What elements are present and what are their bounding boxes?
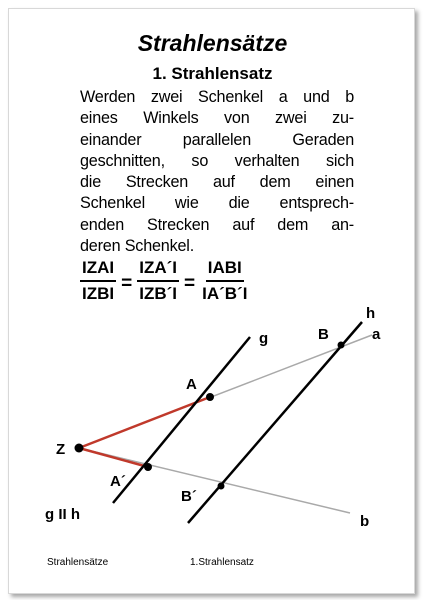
page-title: Strahlensätze bbox=[137, 30, 288, 56]
denominator: IA´B´I bbox=[202, 284, 248, 303]
text-line: Schenkel wie die entsprech- bbox=[80, 194, 354, 213]
point-a bbox=[206, 393, 214, 401]
label-a: a bbox=[372, 326, 381, 343]
label-point-b: B bbox=[318, 326, 329, 343]
text-line: einander parallelen Geraden bbox=[80, 130, 354, 149]
segment-za bbox=[79, 397, 210, 448]
numerator: IZA´I bbox=[137, 258, 179, 282]
denominator: IZBI bbox=[82, 284, 115, 303]
line-h bbox=[188, 322, 362, 523]
numerator: IABI bbox=[206, 258, 244, 282]
label-point-a-prime: A´ bbox=[110, 473, 126, 490]
equals-sign: = bbox=[121, 273, 133, 294]
label-g: g bbox=[259, 330, 269, 347]
label-point-z: Z bbox=[56, 441, 66, 458]
text-line: enden Strecken auf dem an- bbox=[80, 215, 354, 234]
text-line: deren Schenkel. bbox=[80, 237, 194, 256]
point-b bbox=[338, 342, 345, 349]
point-a-prime bbox=[144, 463, 152, 471]
denominator: IZB´I bbox=[139, 284, 177, 303]
label-h: h bbox=[366, 305, 376, 322]
footer-left: Strahlensätze bbox=[47, 557, 109, 568]
footer-right: 1.Strahlensatz bbox=[190, 557, 254, 568]
label-point-a: A bbox=[186, 376, 197, 393]
text-line: geschnitten, so verhalten sich bbox=[80, 151, 354, 170]
text-line: die Strecken auf dem einen bbox=[80, 173, 354, 192]
segment-za-prime bbox=[79, 448, 148, 467]
point-b-prime bbox=[218, 483, 225, 490]
text-line: eines Winkels von zwei zu- bbox=[80, 109, 354, 128]
subtitle: 1. Strahlensatz bbox=[152, 64, 273, 83]
point-z bbox=[75, 444, 84, 453]
line-g bbox=[113, 337, 250, 503]
equals-sign: = bbox=[184, 273, 196, 294]
label-parallel: g II h bbox=[45, 506, 80, 523]
numerator: IZAI bbox=[80, 258, 116, 282]
text-line: Werden zwei Schenkel a und b bbox=[80, 88, 354, 106]
label-b: b bbox=[360, 513, 370, 530]
label-point-b-prime: B´ bbox=[181, 488, 197, 505]
